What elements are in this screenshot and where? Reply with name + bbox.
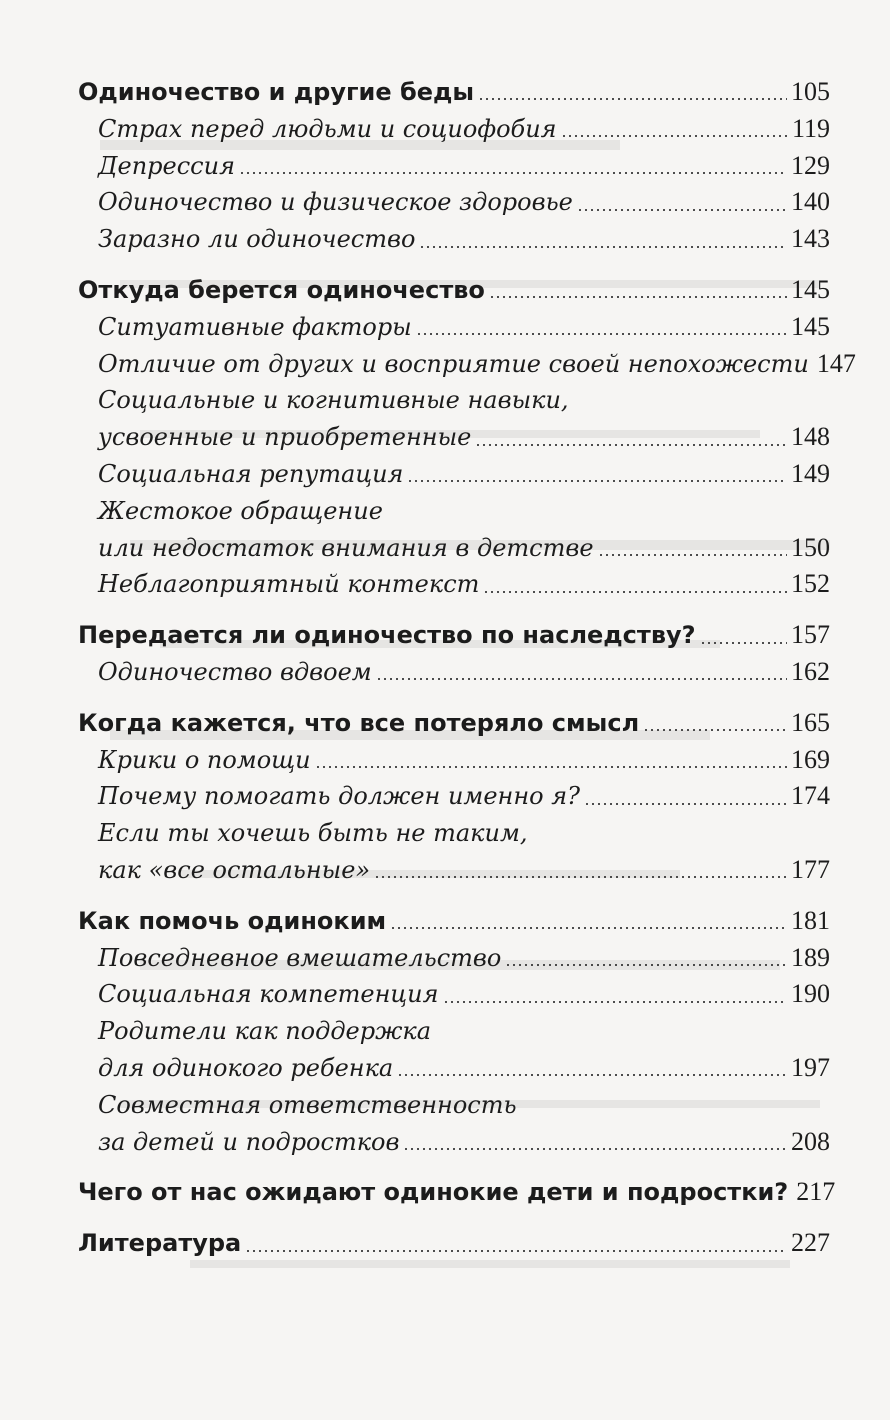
toc-entry-title: Как помочь одиноким (78, 906, 387, 935)
toc-entry-title: Откуда берется одиночество (78, 275, 485, 304)
toc-section-entry (78, 221, 830, 258)
toc-entry-title: Депрессия (98, 151, 235, 180)
toc-entry-title: Родители как поддержка (98, 1017, 432, 1046)
toc-page-number: 190 (791, 979, 830, 1009)
dot-leader (598, 554, 787, 556)
toc-section-entry (78, 456, 830, 493)
toc-page-number: 165 (791, 707, 830, 737)
toc-entry-title: Отличие от других и восприятие своей непохожести (98, 349, 809, 378)
dot-leader (505, 964, 787, 966)
dot-leader (577, 209, 787, 211)
dot-leader (416, 333, 787, 335)
toc-page-number: 217 (796, 1177, 836, 1207)
toc-page-number: 143 (791, 224, 830, 254)
dot-leader (397, 1074, 787, 1076)
toc-page-number: 149 (791, 458, 830, 488)
dot-leader (239, 172, 787, 174)
toc-entry-title: или недостаток внимания в детстве (98, 533, 594, 562)
toc-section-entry (78, 940, 830, 977)
toc-section-entry (78, 654, 830, 691)
toc-entry-title: Неблагоприятный контекст (98, 570, 480, 599)
dot-leader (478, 98, 787, 100)
toc-entry-title: Почему помогать должен именно я? (98, 782, 580, 811)
toc-entry-title: Чего от нас ожидают одинокие дети и подростки? (78, 1178, 789, 1207)
dot-leader (403, 1148, 787, 1150)
toc-entry-title: Страх перед людьми и социофобия (98, 114, 557, 143)
dot-leader (489, 296, 787, 298)
toc-page-number: 145 (791, 274, 830, 304)
dot-leader (245, 1250, 787, 1252)
dot-leader (419, 246, 787, 248)
toc-entry-continuation (78, 493, 830, 530)
toc-section-entry (78, 1124, 830, 1161)
toc-entry-continuation (78, 815, 830, 852)
toc-chapter-entry (78, 1225, 830, 1262)
toc-entry-title: Повседневное вмешательство (98, 943, 502, 972)
toc-page-number: 147 (816, 348, 856, 378)
dot-leader (643, 729, 787, 731)
toc-section-entry (78, 778, 830, 815)
toc-entry-title: Если ты хочешь быть не таким, (98, 819, 528, 848)
toc-page-number: 208 (791, 1126, 830, 1156)
toc-section-entry (78, 1050, 830, 1087)
toc-page-number: 119 (791, 113, 830, 143)
dot-leader (483, 591, 787, 593)
toc-section-entry (78, 419, 830, 456)
toc-chapter-entry (78, 705, 830, 742)
dot-leader (561, 135, 788, 137)
toc-entry-continuation (78, 1013, 830, 1050)
toc-page-number: 189 (791, 942, 830, 972)
toc-page-number: 169 (791, 744, 830, 774)
toc-entry-title: Жестокое обращение (98, 496, 383, 525)
toc-entry-title: Социальные и когнитивные навыки, (98, 386, 569, 415)
toc-page-number: 105 (791, 77, 830, 106)
toc-entry-title: Одиночество и физическое здоровье (98, 188, 573, 217)
dot-leader (315, 766, 787, 768)
toc-section-entry (78, 111, 830, 148)
toc-entry-title: Социальная компетенция (98, 980, 439, 1009)
toc-section-entry (78, 852, 830, 889)
toc-entry-title: Когда кажется, что все потеряло смысл (78, 708, 640, 737)
dot-leader (407, 480, 787, 482)
toc-entry-title: усвоенные и приобретенные (98, 423, 472, 452)
toc-page-number: 148 (791, 422, 830, 452)
toc-section-entry (78, 346, 856, 383)
toc-page-number: 152 (791, 569, 830, 599)
toc-section-entry (78, 530, 830, 567)
toc-section-entry (78, 976, 830, 1013)
toc-page-number: 157 (791, 620, 830, 650)
toc-entry-title: Социальная репутация (98, 459, 404, 488)
toc-page-number: 140 (791, 187, 830, 217)
toc-page-number: 197 (791, 1052, 830, 1082)
toc-section-entry (78, 309, 830, 346)
dot-leader (374, 876, 787, 878)
dot-leader (390, 927, 787, 929)
table-of-contents (78, 74, 856, 1262)
toc-chapter-entry (78, 74, 830, 111)
toc-page-number: 227 (791, 1228, 830, 1258)
toc-chapter-entry (78, 272, 830, 309)
toc-entry-title: как «все остальные» (98, 855, 371, 884)
toc-section-entry (78, 742, 830, 779)
toc-page-number: 174 (791, 781, 830, 811)
dot-leader (700, 642, 787, 644)
toc-chapter-entry (78, 617, 830, 654)
toc-entry-title: Крики о помощи (98, 745, 311, 774)
toc-page-number: 129 (791, 150, 830, 180)
toc-entry-title: Совместная ответственность (98, 1090, 517, 1119)
dot-leader (475, 444, 787, 446)
toc-page-number: 181 (791, 905, 830, 935)
toc-page-number: 177 (791, 854, 830, 884)
toc-entry-title: Передается ли одиночество по наследству? (78, 621, 696, 650)
dot-leader (443, 1001, 787, 1003)
toc-entry-title: за детей и подростков (98, 1127, 400, 1156)
toc-chapter-entry (78, 903, 830, 940)
toc-entry-title: Одиночество вдвоем (98, 657, 372, 686)
toc-page-number: 150 (791, 532, 830, 562)
toc-entry-continuation (78, 1087, 830, 1124)
dot-leader (376, 678, 787, 680)
toc-entry-title: Одиночество и другие беды (78, 78, 475, 106)
toc-entry-title: для одинокого ребенка (98, 1053, 394, 1082)
toc-section-entry (78, 184, 830, 221)
toc-entry-title: Литература (78, 1229, 242, 1258)
toc-entry-title: Заразно ли одиночество (98, 225, 416, 254)
dot-leader (584, 803, 787, 805)
toc-page-number: 145 (791, 311, 830, 341)
toc-entry-title: Ситуативные факторы (98, 312, 412, 341)
toc-entry-continuation (78, 382, 830, 419)
toc-section-entry (78, 566, 830, 603)
toc-section-entry (78, 148, 830, 185)
toc-chapter-entry (78, 1174, 836, 1211)
toc-page-number: 162 (791, 656, 830, 686)
